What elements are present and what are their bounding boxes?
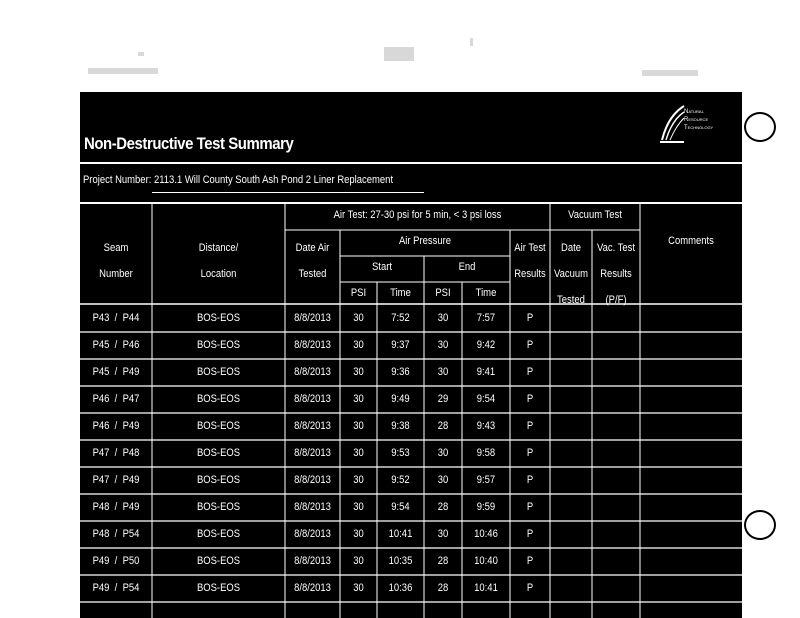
- distance-location-header: [161, 235, 275, 287]
- date-air-cell: 8/8/2013: [294, 501, 331, 513]
- date-air-cell: 8/8/2013: [294, 474, 331, 486]
- location-cell: BOS-EOS: [196, 555, 241, 567]
- date-air-header-line2: Tested: [298, 268, 327, 280]
- air-result-cell: P: [526, 393, 534, 405]
- seam-number-cell: [85, 474, 147, 486]
- location-cell: BOS-EOS: [196, 582, 241, 594]
- seam-b: P49: [122, 501, 140, 513]
- start-psi-cell: 30: [353, 420, 364, 432]
- seam-number-cell: [85, 339, 147, 351]
- end-psi-cell: 30: [437, 312, 449, 324]
- seam-separator: /: [109, 528, 123, 540]
- date-air-cell: 8/8/2013: [294, 447, 331, 459]
- date-air-cell: 8/8/2013: [294, 582, 331, 594]
- air-test-group-header: Air Test: 27-30 psi for 5 min, < 3 psi loss: [333, 209, 502, 221]
- location-cell: BOS-EOS: [196, 474, 241, 486]
- comments-header: Comments: [668, 235, 714, 247]
- seam-separator: /: [109, 312, 123, 324]
- start-psi-cell: 30: [353, 339, 364, 351]
- page-title: Non-Destructive Test Summary: [84, 134, 294, 153]
- seam-number-cell: [85, 312, 147, 324]
- date-air-cell: 8/8/2013: [294, 312, 331, 324]
- air-result-cell: P: [526, 339, 534, 351]
- seam-a: P47: [92, 474, 110, 486]
- start-time-cell: 9:49: [391, 393, 410, 405]
- start-time-cell: 9:36: [391, 366, 410, 378]
- date-vacuum-header-line3: Tested: [557, 294, 585, 306]
- distance-header-line2: Location: [200, 268, 237, 280]
- air-result-cell: P: [526, 366, 534, 378]
- vac-results-header-line1: Vac. Test: [596, 242, 636, 254]
- date-air-cell: 8/8/2013: [294, 339, 331, 351]
- seam-number-cell: [85, 555, 147, 567]
- seam-separator: /: [109, 447, 123, 459]
- date-air-cell: 8/8/2013: [294, 555, 331, 567]
- distance-header-line1: Distance/: [198, 242, 239, 254]
- seam-separator: /: [109, 393, 123, 405]
- start-psi-cell: 30: [353, 501, 364, 513]
- location-cell: BOS-EOS: [196, 501, 241, 513]
- end-time-cell: 10:40: [474, 555, 498, 567]
- start-time-cell: 9:53: [391, 447, 410, 459]
- air-result-cell: P: [526, 312, 534, 324]
- air-pressure-header: Air Pressure: [398, 235, 452, 247]
- seam-b: P46: [122, 339, 140, 351]
- end-psi-cell: 28: [437, 420, 449, 432]
- vac-test-results-header: [595, 235, 636, 313]
- date-air-cell: 8/8/2013: [294, 420, 331, 432]
- seam-b: P49: [122, 366, 140, 378]
- end-psi-cell: 30: [437, 528, 449, 540]
- seam-number-header: [85, 235, 147, 287]
- start-time-header: Time: [390, 287, 411, 299]
- end-time-cell: 9:59: [476, 501, 496, 513]
- seam-number-cell: [85, 366, 147, 378]
- seam-separator: /: [109, 501, 123, 513]
- end-time-cell: 9:58: [476, 447, 496, 459]
- end-psi-cell: 30: [437, 339, 449, 351]
- seam-a: P46: [92, 420, 110, 432]
- seam-a: P46: [92, 393, 110, 405]
- end-psi-cell: 29: [437, 393, 449, 405]
- seam-number-cell: [85, 447, 147, 459]
- air-result-cell: P: [526, 474, 534, 486]
- end-header: End: [458, 261, 476, 273]
- start-time-cell: 9:54: [391, 501, 410, 513]
- vac-results-header-line3: (P/F): [605, 294, 627, 306]
- air-results-header-line2: Results: [514, 268, 546, 280]
- seam-a: P43: [92, 312, 110, 324]
- start-time-cell: 7:52: [391, 312, 410, 324]
- start-psi-cell: 30: [353, 582, 364, 594]
- start-psi-cell: 30: [353, 447, 364, 459]
- scan-noise: [0, 0, 800, 92]
- end-psi-header: PSI: [435, 287, 451, 299]
- project-number: Project Number: 2113.1 Will County South Ash Pond 2 Liner Replacement: [83, 174, 394, 186]
- test-summary-sheet: [80, 92, 742, 618]
- binder-hole-top: [744, 112, 776, 142]
- location-cell: BOS-EOS: [196, 393, 241, 405]
- end-psi-cell: 28: [437, 501, 449, 513]
- location-cell: BOS-EOS: [196, 366, 241, 378]
- air-result-cell: P: [526, 501, 534, 513]
- air-result-cell: P: [526, 555, 534, 567]
- location-cell: BOS-EOS: [196, 528, 241, 540]
- logo-word-2: Resource: [684, 117, 709, 123]
- seam-a: P45: [92, 339, 110, 351]
- vacuum-test-group-header: Vacuum Test: [568, 209, 622, 221]
- start-psi-header: PSI: [350, 287, 367, 299]
- end-psi-cell: 30: [437, 447, 449, 459]
- seam-number-cell: [85, 528, 147, 540]
- seam-number-cell: [85, 582, 147, 594]
- seam-separator: /: [109, 366, 123, 378]
- location-cell: BOS-EOS: [196, 339, 241, 351]
- date-air-cell: 8/8/2013: [294, 393, 331, 405]
- date-air-cell: 8/8/2013: [294, 366, 331, 378]
- air-result-cell: P: [526, 447, 534, 459]
- end-psi-cell: 28: [437, 555, 449, 567]
- seam-separator: /: [109, 582, 123, 594]
- seam-number-cell: [85, 501, 147, 513]
- air-results-header-line1: Air Test: [514, 242, 546, 254]
- seam-a: P49: [92, 582, 110, 594]
- location-cell: BOS-EOS: [196, 420, 241, 432]
- air-result-cell: P: [526, 528, 534, 540]
- date-vacuum-tested-header: [553, 235, 589, 313]
- end-time-cell: 9:57: [476, 474, 496, 486]
- start-time-cell: 10:36: [388, 582, 413, 594]
- seam-number-cell: [85, 393, 147, 405]
- end-time-header: Time: [475, 287, 497, 299]
- seam-b: P49: [122, 420, 140, 432]
- seam-header-line2: Number: [99, 268, 133, 280]
- start-time-cell: 10:35: [388, 555, 413, 567]
- seam-b: P54: [122, 582, 140, 594]
- start-time-cell: 10:41: [388, 528, 413, 540]
- start-header: Start: [372, 261, 392, 273]
- start-psi-cell: 30: [353, 528, 364, 540]
- vac-results-header-line2: Results: [600, 268, 632, 280]
- seam-a: P48: [92, 501, 110, 513]
- seam-a: P47: [92, 447, 110, 459]
- air-test-results-header: [513, 235, 547, 287]
- seam-b: P44: [122, 312, 140, 324]
- end-time-cell: 9:43: [476, 420, 496, 432]
- seam-separator: /: [109, 339, 123, 351]
- seam-b: P48: [122, 447, 140, 459]
- seam-b: P47: [122, 393, 140, 405]
- cutoff-row-fragment: [126, 608, 695, 618]
- seam-a: P45: [92, 366, 110, 378]
- seam-header-line1: Seam: [103, 242, 129, 254]
- start-psi-cell: 30: [353, 474, 364, 486]
- air-result-cell: P: [526, 582, 534, 594]
- date-vacuum-header-line1: Date: [561, 242, 581, 254]
- date-air-header-line1: Date Air: [295, 242, 330, 254]
- logo-word-3: Technology: [684, 125, 714, 131]
- seam-b: P49: [122, 474, 140, 486]
- seam-separator: /: [109, 420, 123, 432]
- end-psi-cell: 28: [437, 582, 449, 594]
- seam-b: P54: [122, 528, 140, 540]
- location-cell: BOS-EOS: [196, 312, 241, 324]
- end-time-cell: 10:46: [474, 528, 498, 540]
- start-psi-cell: 30: [353, 393, 364, 405]
- seam-a: P48: [92, 528, 110, 540]
- date-vacuum-header-line2: Vacuum: [553, 268, 588, 280]
- start-psi-cell: 30: [353, 366, 364, 378]
- end-psi-cell: 30: [437, 474, 449, 486]
- logo-word-1: Natural: [684, 109, 704, 115]
- binder-hole-bottom: [744, 510, 776, 540]
- end-time-cell: 9:54: [476, 393, 496, 405]
- seam-b: P50: [122, 555, 140, 567]
- seam-separator: /: [109, 474, 123, 486]
- end-time-cell: 9:41: [476, 366, 496, 378]
- seam-number-cell: [85, 420, 147, 432]
- seam-a: P49: [92, 555, 110, 567]
- start-psi-cell: 30: [353, 312, 364, 324]
- seam-separator: /: [109, 555, 123, 567]
- end-time-cell: 7:57: [476, 312, 496, 324]
- end-time-cell: 9:42: [476, 339, 496, 351]
- air-result-cell: P: [526, 420, 534, 432]
- start-time-cell: 9:38: [391, 420, 410, 432]
- start-psi-cell: 30: [353, 555, 364, 567]
- location-cell: BOS-EOS: [196, 447, 241, 459]
- start-time-cell: 9:52: [391, 474, 410, 486]
- date-air-cell: 8/8/2013: [294, 528, 331, 540]
- end-time-cell: 10:41: [474, 582, 498, 594]
- start-time-cell: 9:37: [391, 339, 410, 351]
- date-air-tested-header: [289, 235, 336, 287]
- end-psi-cell: 30: [437, 366, 449, 378]
